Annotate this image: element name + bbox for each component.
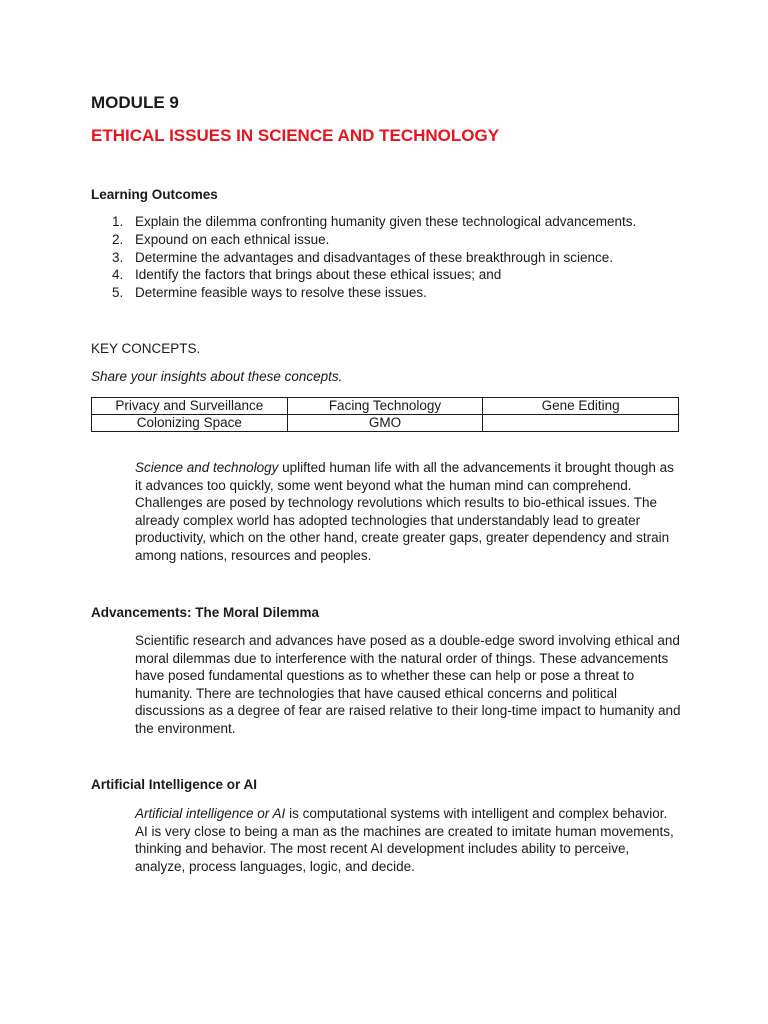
learning-outcomes-heading: Learning Outcomes — [91, 187, 218, 202]
key-concepts-label: KEY CONCEPTS. — [91, 341, 201, 356]
table-cell: Facing Technology — [287, 398, 483, 415]
key-concepts-table — [91, 397, 679, 432]
table-row — [92, 398, 679, 415]
list-item-number: 1. — [112, 214, 124, 229]
learning-outcomes-list — [91, 213, 636, 302]
ai-paragraph — [135, 805, 681, 875]
table-cell: Gene Editing — [483, 398, 679, 415]
ai-lead: Artificial intelligence or AI — [135, 806, 286, 821]
key-concepts-instruction: Share your insights about these concepts. — [91, 369, 343, 384]
list-item-number: 5. — [112, 285, 124, 301]
intro-text: uplifted human life with all the advancements it brought though as it advances too quickly, some went beyond what the human mind can comprehend. Challenges are posed by technology revolutions which results to bio-ethical issues. The already complex world has adopted technologies that understandably lead to greater productivity, which on the other hand, create greater gaps, greater dependency and strain among nations, resources and peoples. — [135, 460, 674, 563]
intro-paragraph — [135, 459, 681, 565]
list-item-number: 4. — [112, 267, 124, 283]
list-item — [91, 213, 636, 231]
table-cell: GMO — [287, 415, 483, 432]
advancements-heading: Advancements: The Moral Dilemma — [91, 605, 320, 620]
list-item-text: Determine feasible ways to resolve these issues. — [135, 285, 427, 301]
ai-heading: Artificial Intelligence or AI — [91, 777, 258, 792]
list-item — [91, 231, 636, 249]
intro-lead: Science and technology — [135, 460, 279, 475]
list-item — [91, 249, 636, 267]
module-title: MODULE 9 — [91, 93, 179, 112]
advancements-paragraph: Scientific research and advances have posed as a double-edge sword involving ethical and moral dilemmas due to interference with the natural order of things. These advancements have posed fundamental questions as to whether these can help or pose a threat to humanity. There are technologies that have caused ethical concerns and political discussions as a degree of fear are raised relative to their long-time impact to humanity and the environment. — [135, 633, 681, 736]
list-item-text: Explain the dilemma confronting humanity given these technological advancements. — [135, 214, 637, 229]
table-cell: Privacy and Surveillance — [92, 398, 288, 415]
main-title: ETHICAL ISSUES IN SCIENCE AND TECHNOLOGY — [91, 126, 500, 145]
list-item — [91, 284, 636, 302]
list-item-number: 2. — [112, 231, 124, 247]
list-item — [91, 266, 636, 284]
list-item-text: Expound on each ethnical issue. — [135, 231, 330, 247]
ai-text: is computational systems with intelligent and complex behavior. AI is very close to being a man as the machines are created to imitate human movements, thinking and behavior. The most recent AI development includes ability to perceive, analyze, process languages, logic, and decide. — [135, 806, 674, 874]
table-row — [92, 415, 679, 432]
list-item-text: Identify the factors that brings about these ethical issues; and — [135, 267, 502, 283]
table-cell: Colonizing Space — [92, 415, 288, 432]
list-item-number: 3. — [112, 249, 124, 265]
table-cell — [483, 415, 679, 432]
list-item-text: Determine the advantages and disadvantages of these breakthrough in science. — [135, 249, 614, 265]
